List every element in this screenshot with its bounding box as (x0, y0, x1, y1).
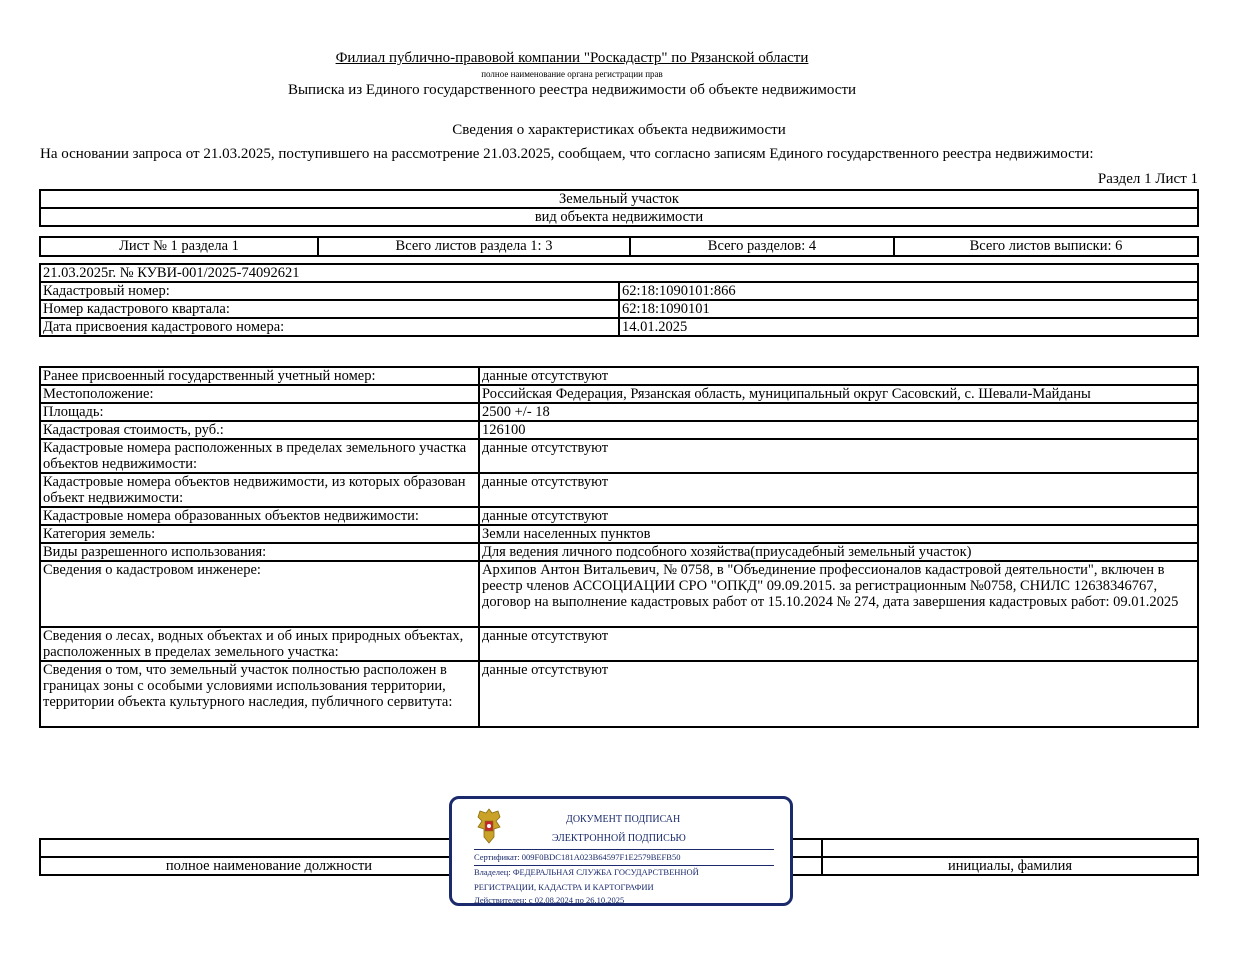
property-label: Кадастровые номера объектов недвижимости, из которых образован объект недвижимости: (40, 473, 479, 507)
section-sheet-label: Раздел 1 Лист 1 (1097, 171, 1198, 187)
document-title: Выписка из Единого государственного реестра недвижимости об объекте недвижимости (287, 82, 857, 98)
property-label: Местоположение: (40, 385, 479, 403)
property-value: 2500 +/- 18 (479, 403, 1198, 421)
cadastral-number-label: Кадастровый номер: (40, 282, 619, 300)
property-label: Виды разрешенного использования: (40, 543, 479, 561)
property-label: Сведения о кадастровом инженере: (40, 561, 479, 627)
property-label: Сведения о лесах, водных объектах и об иных природных объектах, расположенных в пределах земельного участка: (40, 627, 479, 661)
sheets-table (39, 236, 1199, 257)
property-value: данные отсутствуют (479, 473, 1198, 507)
table-row (40, 385, 1198, 403)
document-number: 21.03.2025г. № КУВИ-001/2025-74092621 (40, 264, 1198, 282)
name-caption: инициалы, фамилия (822, 857, 1198, 875)
cadastral-number-value: 62:18:1090101:866 (619, 282, 1198, 300)
table-row (40, 403, 1198, 421)
property-value: данные отсутствуют (479, 627, 1198, 661)
sheet-number: Лист № 1 раздела 1 (40, 237, 318, 256)
organization-caption: полное наименование органа регистрации прав (481, 69, 663, 79)
stamp-certificate: Сертификат: 009F0BDC181A023B64597F1E2579BEFB50 (474, 852, 681, 862)
assignment-date-label: Дата присвоения кадастрового номера: (40, 318, 619, 336)
table-row (40, 525, 1198, 543)
property-value: Архипов Антон Витальевич, № 0758, в "Объединение профессионалов кадастровой деятельности", включен в реестр членов АССОЦИАЦИИ СРО "ОПКД" 09.09.2015. за регистрационным №0758, СНИЛС 12638346767, договор на выполнение кадастровых работ от 15.10.2024 № 274, дата завершения кадастровых работ: 09.01.2025 (479, 561, 1198, 627)
property-value: данные отсутствуют (479, 367, 1198, 385)
stamp-validity: Действителен: с 02.08.2024 по 26.10.2025 (474, 895, 625, 905)
property-value: Для ведения личного подсобного хозяйства(приусадебный земельный участок) (479, 543, 1198, 561)
property-value: данные отсутствуют (479, 507, 1198, 525)
property-value: 126100 (479, 421, 1198, 439)
property-label: Кадастровые номера расположенных в пределах земельного участка объектов недвижимости: (40, 439, 479, 473)
object-type-table (39, 189, 1199, 227)
total-sections: Всего разделов: 4 (630, 237, 894, 256)
total-section-sheets: Всего листов раздела 1: 3 (318, 237, 630, 256)
intro-text: На основании запроса от 21.03.2025, поступившего на рассмотрение 21.03.2025, сообщаем, что согласно записям Единого государственного реестра недвижимости: (40, 146, 1094, 162)
stamp-divider (474, 849, 774, 850)
cadastral-quarter-value: 62:18:1090101 (619, 300, 1198, 318)
identification-table (39, 263, 1199, 337)
stamp-line-1: ДОКУМЕНТ ПОДПИСАН (566, 814, 681, 825)
table-row (40, 627, 1198, 661)
stamp-owner-2: РЕГИСТРАЦИИ, КАДАСТРА И КАРТОГРАФИИ (474, 882, 654, 892)
table-row (40, 661, 1198, 727)
property-value: Российская Федерация, Рязанская область, муниципальный округ Сасовский, с. Шевали-Майданы (479, 385, 1198, 403)
electronic-signature-stamp (449, 796, 793, 906)
table-row (40, 543, 1198, 561)
stamp-owner: Владелец: ФЕДЕРАЛЬНАЯ СЛУЖБА ГОСУДАРСТВЕННОЙ (474, 867, 699, 877)
table-row (40, 561, 1198, 627)
position-field (40, 839, 498, 857)
property-value: Земли населенных пунктов (479, 525, 1198, 543)
object-type-caption: вид объекта недвижимости (40, 208, 1198, 226)
property-value: данные отсутствуют (479, 439, 1198, 473)
table-row (40, 473, 1198, 507)
property-label: Кадастровые номера образованных объектов недвижимости: (40, 507, 479, 525)
property-label: Кадастровая стоимость, руб.: (40, 421, 479, 439)
cadastral-quarter-label: Номер кадастрового квартала: (40, 300, 619, 318)
organization-name: Филиал публично-правовой компании "Роскадастр" по Рязанской области (335, 50, 809, 66)
stamp-line-2: ЭЛЕКТРОННОЙ ПОДПИСЬЮ (552, 833, 686, 844)
name-field (822, 839, 1198, 857)
object-type: Земельный участок (40, 190, 1198, 208)
property-label: Площадь: (40, 403, 479, 421)
property-value: данные отсутствуют (479, 661, 1198, 727)
table-row (40, 367, 1198, 385)
section-title: Сведения о характеристиках объекта недвижимости (452, 122, 786, 138)
assignment-date-value: 14.01.2025 (619, 318, 1198, 336)
properties-table (39, 366, 1199, 728)
property-label: Ранее присвоенный государственный учетный номер: (40, 367, 479, 385)
total-extract-sheets: Всего листов выписки: 6 (894, 237, 1198, 256)
coat-of-arms-icon (474, 807, 504, 845)
table-row (40, 507, 1198, 525)
property-label: Сведения о том, что земельный участок полностью расположен в границах зоны с особыми условиями использования территории, территории объекта культурного наследия, публичного сервитута: (40, 661, 479, 727)
position-caption: полное наименование должности (40, 857, 498, 875)
table-row (40, 421, 1198, 439)
table-row (40, 439, 1198, 473)
property-label: Категория земель: (40, 525, 479, 543)
